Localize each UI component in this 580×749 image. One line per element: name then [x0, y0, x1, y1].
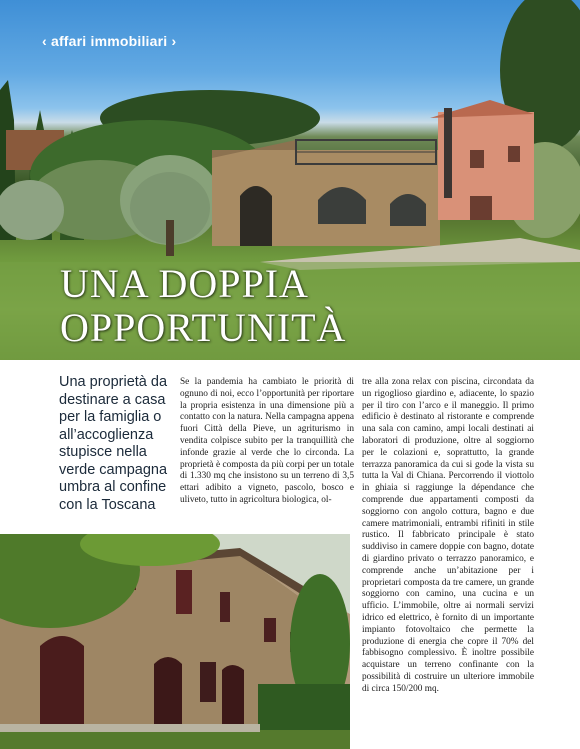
section-label: ‹ affari immobiliari › [42, 33, 177, 49]
farmhouse-photo [0, 534, 350, 749]
headline-line-1: UNA DOPPIA [60, 261, 309, 306]
hero-photo [0, 0, 580, 360]
body-column-1: Se la pandemia ha cambiato le priorità di ognuno di noi, ecco l’opportunità per riportare la propria esistenza in una dimensione più a contatto con la natura. Nella campagna appena fuori Città della Pieve, un agriturismo in vendita colpisce subito per la tranquillità che infonde grazie al verde che lo circonda. La proprietà è composta da più corpi per un totale di 1.330 mq che insistono su un terreno di 3,5 ettari adibito a vigneto, pascolo, bosco e uliveto, tutto in agricoltura biologica, ol- [180, 377, 354, 505]
stone-building-illustration [0, 534, 350, 749]
page-title [60, 262, 346, 350]
body-column-2: tre alla zona relax con piscina, circondata da un rigoglioso giardino e, adiacente, lo spazio per il tiro con l’arco e il maneggio. Il primo edificio è destinato al ristorante e comprende una sala con camino, ampi locali destinati ai laboratori di produzione, oltre al soggiorno per le colazioni e, soprattutto, la grande terrazza panoramica da cui si gode la vista su tutta la Val di Chiana. Percorrendo il viottolo in ghiaia si raggiunge la dépendance che comprende due appartamenti composti da soggiorno con angolo cottura, bagno e due camere matrimoniali, entrambi rifiniti in stile rustico. Il fabbricato principale è stato suddiviso in camere doppie con bagno, dotate di giardino privato o terrazzo panoramico, e comprende anche un’abitazione per i proprietari composta da tre camere, un grande soggiorno con camino, una cucina e un ufficio. L’immobile, oltre ai normali servizi idrico ed elettrico, è fornito di un importante impianto fotovoltaico che permette la produzione di energia che copre il 70% del fabbisogno complessivo. È inoltre possibile acquistare un terreno confinante con la possibilità di costruire un ulteriore immobile di circa 150/200 mq. [362, 377, 534, 694]
headline-line-2: OPPORTUNITÀ [60, 305, 347, 350]
lead-paragraph: Una proprietà da destinare a casa per la famiglia o all’accoglienza stupisce nella verde campagna umbra al confine con la Toscana [59, 374, 168, 513]
